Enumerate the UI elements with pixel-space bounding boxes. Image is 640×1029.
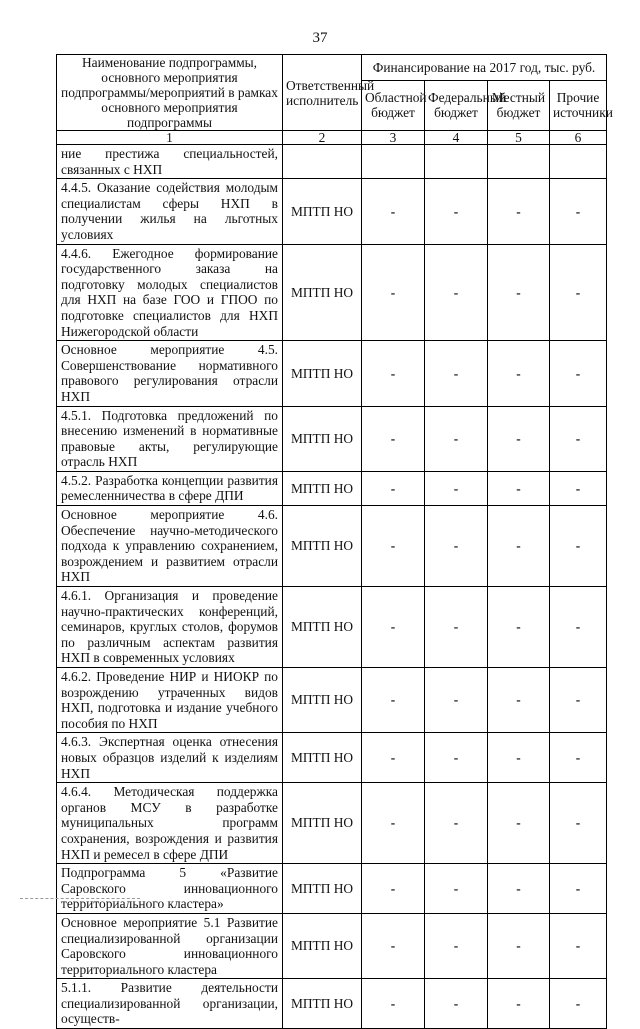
col-number: 4 [425,131,488,145]
row-local-value: - [488,244,550,341]
row-responsible: МПТП НО [283,244,362,341]
row-regional-value: - [362,733,425,783]
row-local-value [488,145,550,179]
row-federal-value: - [425,406,488,471]
header-regional: Областной бюджет [362,80,425,130]
col-number: 2 [283,131,362,145]
table-row [57,179,607,244]
row-federal-value: - [425,783,488,864]
header-name: Наименование подпрограммы, основного мероприятия подпрограммы/мероприятий в рамках основного мероприятия подпрограммы [57,55,283,131]
row-federal-value: - [425,244,488,341]
row-name: 4.6.1. Организация и проведение научно-практических конференций, семинаров, круглых столов, форумов по различным аспектам развития НХП в современных условиях [57,587,283,668]
col-number: 5 [488,131,550,145]
row-local-value: - [488,179,550,244]
row-name: 5.1.1. Развитие деятельности специализированной организации, осуществ- [57,979,283,1029]
row-responsible: МПТП НО [283,979,362,1029]
row-other-value: - [550,733,607,783]
table-row [57,864,607,914]
row-local-value: - [488,864,550,914]
table-row [57,979,607,1029]
table-row [57,733,607,783]
row-regional-value: - [362,406,425,471]
row-regional-value: - [362,244,425,341]
row-name: Основное мероприятие 5.1 Развитие специализированной организации Саровского инновационного территориального кластера [57,913,283,978]
row-responsible: МПТП НО [283,406,362,471]
row-name: 4.4.5. Оказание содействия молодым специалистам сферы НХП в получении жилья на льготных условиях [57,179,283,244]
row-federal-value: - [425,179,488,244]
table-row [57,471,607,505]
row-responsible: МПТП НО [283,668,362,733]
row-local-value: - [488,406,550,471]
row-local-value: - [488,668,550,733]
row-name: 4.6.2. Проведение НИР и НИОКР по возрождению утраченных видов НХП, подготовка и издание учебного пособия по НХП [57,668,283,733]
row-other-value: - [550,913,607,978]
row-regional-value: - [362,506,425,587]
row-other-value: - [550,179,607,244]
row-other-value: - [550,587,607,668]
row-federal-value: - [425,341,488,406]
row-name: 4.4.6. Ежегодное формирование государственного заказа на подготовку молодых специалистов для НХП на базе ГОО и ГПОО по подготовке специалистов для НХП Нижегородской области [57,244,283,341]
row-responsible: МПТП НО [283,506,362,587]
table-row [57,668,607,733]
row-local-value: - [488,587,550,668]
row-regional-value: - [362,668,425,733]
financing-table [56,54,613,1029]
table-row [57,913,607,978]
table-row [57,244,607,341]
row-name: 4.6.4. Методическая поддержка органов МСУ в разработке муниципальных программ сохранения, возрождения и развития НХП и ремесел в сфере ДПИ [57,783,283,864]
row-local-value: - [488,341,550,406]
row-responsible: МПТП НО [283,864,362,914]
row-other-value: - [550,864,607,914]
table-row [57,587,607,668]
header-other: Прочие источники [550,80,607,130]
row-responsible: МПТП НО [283,783,362,864]
header-responsible: Ответственный исполнитель [283,55,362,131]
row-regional-value: - [362,864,425,914]
table-row [57,783,607,864]
header-federal: Федеральный бюджет [425,80,488,130]
row-name: Основное мероприятие 4.5. Совершенствование нормативного правового регулирования отрасли НХП [57,341,283,406]
row-federal-value: - [425,864,488,914]
row-name: ние престижа специальностей, связанных с НХП [57,145,283,179]
row-other-value: - [550,341,607,406]
row-local-value: - [488,471,550,505]
row-federal-value: - [425,913,488,978]
row-federal-value: - [425,733,488,783]
header-financing: Финансирование на 2017 год, тыс. руб. [362,55,607,81]
row-name: 4.6.3. Экспертная оценка отнесения новых образцов изделий к изделиям НХП [57,733,283,783]
row-name: Подпрограмма 5 «Развитие Саровского инновационного территориального кластера» [57,864,283,914]
row-other-value: - [550,406,607,471]
row-regional-value: - [362,783,425,864]
row-regional-value: - [362,341,425,406]
row-regional-value: - [362,587,425,668]
row-other-value: - [550,979,607,1029]
row-regional-value: - [362,913,425,978]
table-row [57,145,607,179]
row-responsible: МПТП НО [283,179,362,244]
table-row [57,341,607,406]
row-other-value: - [550,506,607,587]
col-number: 1 [57,131,283,145]
header-local: Местный бюджет [488,80,550,130]
table-row [57,506,607,587]
row-local-value: - [488,783,550,864]
row-other-value: - [550,244,607,341]
table-row [57,406,607,471]
row-federal-value: - [425,506,488,587]
row-name: Основное мероприятие 4.6. Обеспечение научно-методического подхода к управлению сохранением, возрождением и развитием отрасли НХП [57,506,283,587]
row-federal-value: - [425,979,488,1029]
row-responsible: МПТП НО [283,913,362,978]
row-local-value: - [488,506,550,587]
row-responsible: МПТП НО [283,471,362,505]
row-responsible: МПТП НО [283,341,362,406]
row-regional-value: - [362,979,425,1029]
row-name: 4.5.2. Разработка концепции развития ремесленничества в сфере ДПИ [57,471,283,505]
row-responsible: МПТП НО [283,733,362,783]
row-responsible [283,145,362,179]
col-number: 3 [362,131,425,145]
row-federal-value: - [425,471,488,505]
row-responsible: МПТП НО [283,587,362,668]
row-federal-value: - [425,587,488,668]
row-regional-value: - [362,179,425,244]
row-local-value: - [488,733,550,783]
row-other-value: - [550,783,607,864]
row-name: 4.5.1. Подготовка предложений по внесению изменений в нормативные правовые акты, регулирующие отрасль НХП [57,406,283,471]
row-other-value [550,145,607,179]
table-body [57,145,607,1029]
row-federal-value [425,145,488,179]
row-regional-value: - [362,471,425,505]
row-other-value: - [550,668,607,733]
row-regional-value [362,145,425,179]
scan-artifact [20,898,140,902]
row-local-value: - [488,913,550,978]
row-local-value: - [488,979,550,1029]
page-number: 37 [312,30,328,46]
col-number: 6 [550,131,607,145]
row-federal-value: - [425,668,488,733]
row-other-value: - [550,471,607,505]
